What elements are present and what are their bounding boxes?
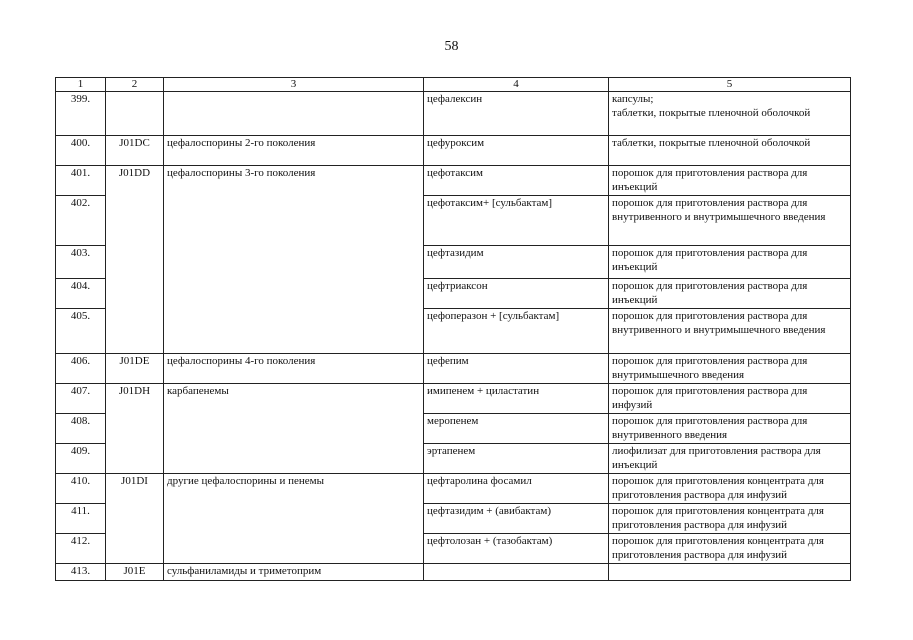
dosage-form-cell: порошок для приготовления раствора для инъекций xyxy=(609,279,851,309)
row-number-cell: 412. xyxy=(56,534,106,564)
dosage-form-cell: порошок для приготовления концентрата для приготовления раствора для инфузий xyxy=(609,534,851,564)
table-row xyxy=(56,354,851,384)
row-number-cell: 402. xyxy=(56,196,106,246)
substance-cell: эртапенем xyxy=(424,444,609,474)
dosage-form-cell: лиофилизат для приготовления раствора для инъекций xyxy=(609,444,851,474)
row-number-cell: 399. xyxy=(56,92,106,136)
dosage-form-cell: порошок для приготовления раствора для внутримышечного введения xyxy=(609,354,851,384)
header-cell-substance: 4 xyxy=(424,78,609,92)
group-name-cell: другие цефалоспорины и пенемы xyxy=(164,474,424,564)
row-number-cell: 404. xyxy=(56,279,106,309)
row-number-cell: 400. xyxy=(56,136,106,166)
group-name-cell: карбапенемы xyxy=(164,384,424,474)
dosage-form-cell: порошок для приготовления раствора для внутривенного и внутримышечного введения xyxy=(609,309,851,354)
group-name-cell: цефалоспорины 4-го поколения xyxy=(164,354,424,384)
substance-cell: цефотаксим xyxy=(424,166,609,196)
group-name-cell xyxy=(164,92,424,136)
group-name-cell: цефалоспорины 3-го поколения xyxy=(164,166,424,354)
substance-cell: цефотаксим+ [сульбактам] xyxy=(424,196,609,246)
header-cell-code: 2 xyxy=(106,78,164,92)
table-row xyxy=(56,384,851,414)
group-name-cell: цефалоспорины 2-го поколения xyxy=(164,136,424,166)
header-cell-group: 3 xyxy=(164,78,424,92)
atc-code-cell: J01E xyxy=(106,564,164,581)
row-number-cell: 406. xyxy=(56,354,106,384)
row-number-cell: 413. xyxy=(56,564,106,581)
atc-code-cell: J01DC xyxy=(106,136,164,166)
atc-code-cell: J01DH xyxy=(106,384,164,474)
row-number-cell: 409. xyxy=(56,444,106,474)
dosage-form-text: капсулы; таблетки, покрытые пленочной оболочкой xyxy=(612,93,811,119)
dosage-form-cell: порошок для приготовления раствора для внутривенного и внутримышечного введения xyxy=(609,196,851,246)
substance-cell: цефтриаксон xyxy=(424,279,609,309)
atc-code-cell: J01DE xyxy=(106,354,164,384)
header-cell-forms: 5 xyxy=(609,78,851,92)
substance-cell: цефоперазон + [сульбактам] xyxy=(424,309,609,354)
substance-cell: цефуроксим xyxy=(424,136,609,166)
substance-cell: цефалексин xyxy=(424,92,609,136)
row-number-cell: 403. xyxy=(56,246,106,279)
substance-cell: цефтолозан + (тазобактам) xyxy=(424,534,609,564)
table-row xyxy=(56,166,851,196)
row-number-cell: 411. xyxy=(56,504,106,534)
dosage-form-cell: порошок для приготовления концентрата для приготовления раствора для инфузий xyxy=(609,504,851,534)
substance-cell: цефтаролина фосамил xyxy=(424,474,609,504)
substance-cell: имипенем + циластатин xyxy=(424,384,609,414)
atc-code-cell: J01DD xyxy=(106,166,164,354)
row-number-cell: 405. xyxy=(56,309,106,354)
header-cell-number: 1 xyxy=(56,78,106,92)
header-row xyxy=(56,78,851,92)
row-number-cell: 408. xyxy=(56,414,106,444)
dosage-form-cell: таблетки, покрытые пленочной оболочкой xyxy=(609,136,851,166)
group-name-cell: сульфаниламиды и триметоприм xyxy=(164,564,424,581)
table-row xyxy=(56,474,851,504)
substance-cell: цефепим xyxy=(424,354,609,384)
row-number-cell: 401. xyxy=(56,166,106,196)
atc-code-cell xyxy=(106,92,164,136)
atc-code-cell: J01DI xyxy=(106,474,164,564)
table-row xyxy=(56,92,851,136)
page-number: 58 xyxy=(444,39,459,54)
row-number-cell: 410. xyxy=(56,474,106,504)
substance-cell xyxy=(424,564,609,581)
substance-cell: цефтазидим + (авибактам) xyxy=(424,504,609,534)
substance-cell: меропенем xyxy=(424,414,609,444)
table-row xyxy=(56,136,851,166)
substance-cell: цефтазидим xyxy=(424,246,609,279)
dosage-form-cell xyxy=(609,92,851,136)
dosage-form-cell xyxy=(609,564,851,581)
dosage-form-cell: порошок для приготовления раствора для инъекций xyxy=(609,166,851,196)
dosage-form-cell: порошок для приготовления раствора для инфузий xyxy=(609,384,851,414)
dosage-form-cell: порошок для приготовления концентрата для приготовления раствора для инфузий xyxy=(609,474,851,504)
drug-table xyxy=(55,77,851,581)
dosage-form-cell: порошок для приготовления раствора для инъекций xyxy=(609,246,851,279)
table-row xyxy=(56,564,851,581)
row-number-cell: 407. xyxy=(56,384,106,414)
dosage-form-cell: порошок для приготовления раствора для внутривенного введения xyxy=(609,414,851,444)
